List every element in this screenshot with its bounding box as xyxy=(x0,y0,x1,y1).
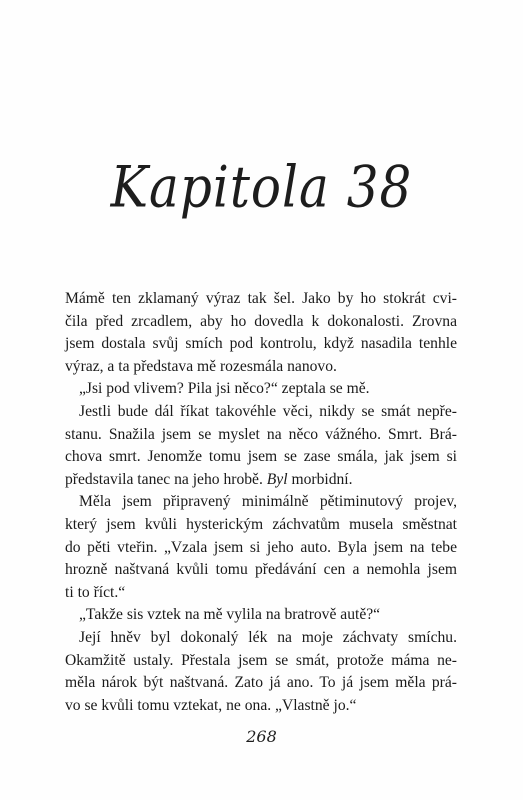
text-line: jsem dostala svůj smích pod kontrolu, když nasadila tenhle xyxy=(65,335,457,353)
text-line: čila před zrcadlem, aby ho dovedla k dokonalosti. Zrovna xyxy=(65,312,457,330)
text-line: měla nárok být naštvaná. Zato já ano. To já jsem měla prá- xyxy=(65,674,457,692)
text-line: do pěti vteřin. „Vzala jsem si jeho auto. Byla jsem na tebe xyxy=(65,538,457,556)
text-line: který jsem kvůli hysterickým záchvatům musela směstnat xyxy=(65,515,457,533)
dialogue-line: „Jsi pod vlivem? Pila jsi něco?“ zeptala se mě. xyxy=(79,380,370,398)
text-line: Její hněv byl dokonalý lék na moje záchvaty smíchu. xyxy=(79,628,457,646)
chapter-title: Kapitola 38 xyxy=(110,153,413,221)
chapter-body xyxy=(65,288,457,717)
text-line: hrozně naštvaná kvůli tomu předávání cen a nemohla jsem xyxy=(65,561,457,579)
text-line: výraz, a ta představa mě rozesmála nanovo. xyxy=(65,357,337,375)
dialogue-line: „Takže sis vztek na mě vylila na bratrově autě?“ xyxy=(79,606,381,624)
text-line: ti to říct.“ xyxy=(65,583,126,601)
text-segment: morbidní. xyxy=(287,470,353,488)
text-line: chova smrt. Jenomže tomu jsem se zase smála, jak jsem si xyxy=(65,448,457,466)
text-line: vo se kvůli tomu vztekat, ne ona. „Vlastně jo.“ xyxy=(65,696,357,714)
text-line: Okamžitě ustaly. Přestala jsem se smát, protože máma ne- xyxy=(65,651,457,669)
text-line xyxy=(65,469,457,492)
text-line: Měla jsem připravený minimálně pětiminutový projev, xyxy=(79,493,457,511)
text-line: Mámě ten zklamaný výraz tak šel. Jako by ho stokrát cvi- xyxy=(65,290,457,307)
text-segment: představila tanec na jeho hrobě. xyxy=(65,470,267,488)
page-number: 268 xyxy=(246,727,277,746)
emphasized-word: Byl xyxy=(266,470,288,488)
text-line: Jestli bude dál říkat takovéhle věci, nikdy se smát nepře- xyxy=(79,402,457,420)
text-line: stanu. Snažila jsem se myslet na něco vážného. Smrt. Brá- xyxy=(65,425,457,443)
